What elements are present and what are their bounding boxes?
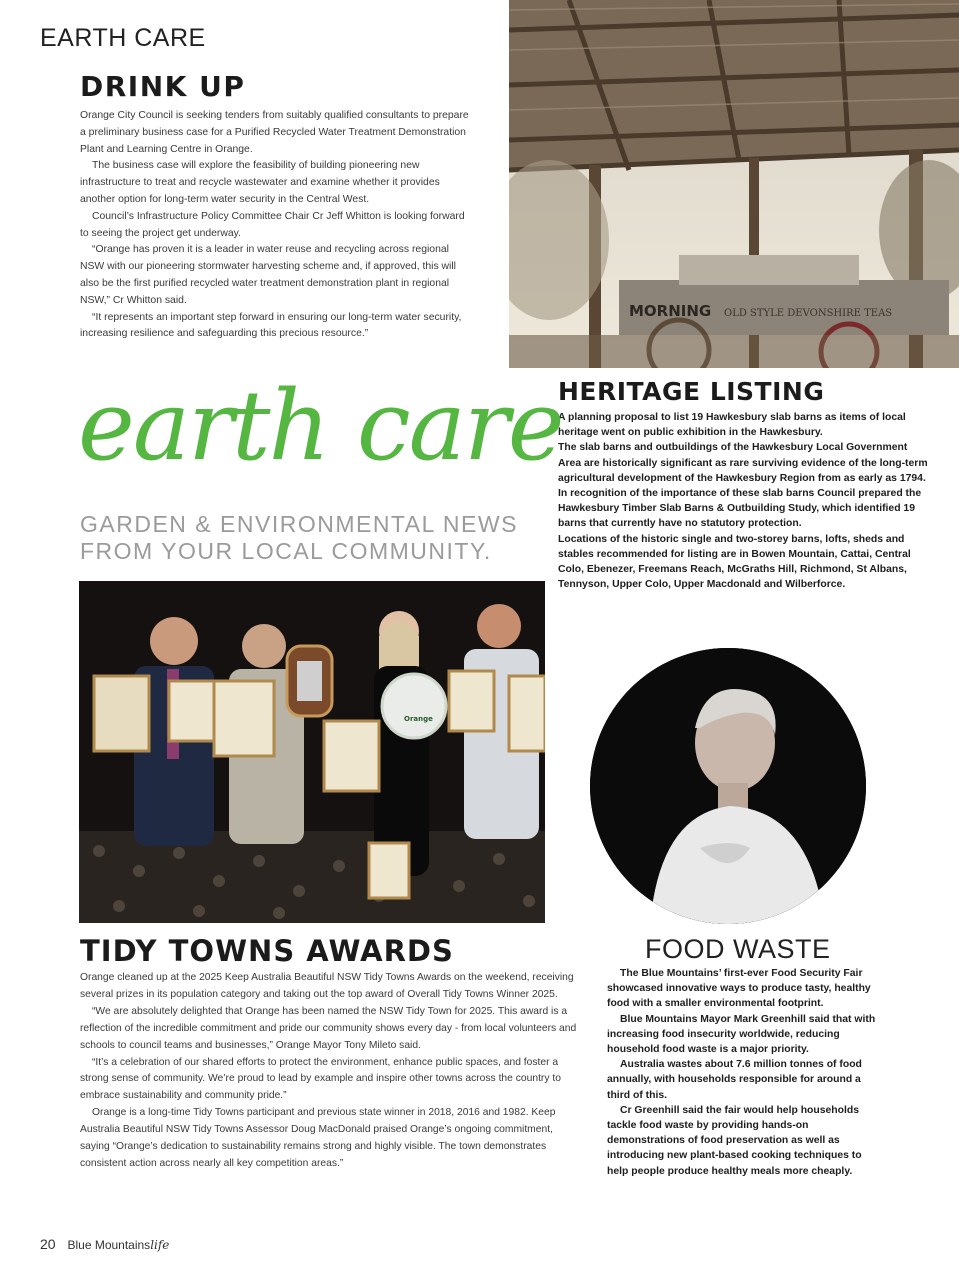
tidy-towns-body [80, 970, 580, 1173]
heritage-paragraph: In recognition of the importance of these slab barns Council prepared the Hawkesbury Timber Slab Barns & Outbuilding Study, which identified 19 barns that currently have no statutory protection. [558, 488, 922, 530]
food-waste-paragraph: Cr Greenhill said the fair would help households tackle food waste by providing hands-on demonstrations of food preservation as well as introducing new plant-based cooking techniques to help people produce healthy meals more cheaply. [607, 1104, 862, 1177]
portrait-illustration [590, 648, 866, 924]
awards-photo-illustration [79, 581, 545, 923]
page-footer [40, 1236, 169, 1252]
food-waste-portrait-photo [590, 648, 866, 924]
section-label: EARTH CARE [40, 24, 206, 52]
food-waste-paragraph: The Blue Mountains’ first-ever Food Security Fair showcased innovative ways to produce tasty, healthy food with a smaller environmental footprint. [607, 968, 871, 1010]
page-number: 20 [40, 1236, 56, 1252]
food-waste-title: FOOD WASTE [645, 934, 831, 964]
heritage-body [558, 410, 928, 592]
magazine-name-main: Blue Mountains [67, 1238, 151, 1252]
tidy-towns-paragraph: Orange cleaned up at the 2025 Keep Australia Beautiful NSW Tidy Towns Awards on the weekend, receiving several prizes in its population category and taking out the top award of Overall Tidy Towns Winner 2025. [80, 972, 574, 1000]
hero-subtitle [80, 511, 518, 565]
tidy-towns-paragraph: “It’s a celebration of our shared efforts to protect the environment, enhance public spaces, and foster a strong sense of community. We’re proud to lead by example and inspire other towns across the country to embrace sustainability and community pride.” [80, 1056, 561, 1102]
barn-photo-illustration [509, 0, 959, 368]
barn-sign-text: MORNING [629, 302, 712, 320]
drink-up-paragraph: “Orange has proven it is a leader in water reuse and recycling across regional NSW with our pioneering stormwater harvesting scheme and, if approved, this will also be the first purified recycled water treatment demonstration plant in regional NSW,” Cr Whitton said. [80, 244, 456, 306]
barn-sign-text-2: OLD STYLE DEVONSHIRE TEAS [724, 308, 893, 319]
earth-care-script-title: earth care [78, 370, 563, 482]
drink-up-paragraph: Orange City Council is seeking tenders from suitably qualified consultants to prepare a preliminary business case for a Purified Recycled Water Treatment Demonstration Plant and Learning Centre in Orange. [80, 110, 469, 155]
magazine-name [67, 1238, 169, 1252]
drink-up-paragraph: The business case will explore the feasibility of building pioneering new infrastructure to treat and recycle wastewater and examine whether it provides another option for long-term water security in the Central West. [80, 160, 440, 205]
tidy-towns-paragraph: Orange is a long-time Tidy Towns participant and previous state winner in 2018, 2016 and 1982. Keep Australia Beautiful NSW Tidy Towns Assessor Doug MacDonald praised Orange’s ongoing commitment, saying “Orange’s dedication to sustainability remains strong and highly visible. The town demonstrates consistent action across nearly all key competition areas.” [80, 1107, 556, 1169]
tidy-towns-title: TIDY TOWNS AWARDS [80, 934, 454, 968]
hero-subtitle-line-2: FROM YOUR LOCAL COMMUNITY. [80, 538, 492, 564]
tidy-towns-paragraph: “We are absolutely delighted that Orange has been named the NSW Tidy Town for 2025. This award is a reflection of the incredible commitment and pride our community shows every day - from local volunteers and schools to council teams and businesses,” Orange Mayor Tony Mileto said. [80, 1005, 577, 1051]
food-waste-body [607, 966, 877, 1179]
food-waste-paragraph: Blue Mountains Mayor Mark Greenhill said that with increasing food insecurity worldwide, reducing household food waste is a major priority. [607, 1013, 876, 1056]
food-waste-paragraph: Australia wastes about 7.6 million tonnes of food annually, with households responsible for around a third of this. [607, 1059, 862, 1101]
drink-up-paragraph: “It represents an important step forward in ensuring our long-term water security, increasing resilience and safeguarding this precious resource.” [80, 311, 462, 340]
drink-up-body [80, 108, 475, 343]
heritage-paragraph: A planning proposal to list 19 Hawkesbury slab barns as items of local heritage went on public exhibition in the Hawkesbury. [558, 412, 906, 439]
drink-up-paragraph: Council’s Infrastructure Policy Committee Chair Cr Jeff Whitton is looking forward to seeing the project get underway. [80, 210, 465, 239]
barn-photo [509, 0, 959, 368]
magazine-name-suffix: life [150, 1238, 170, 1252]
plaque-text: Orange [404, 715, 433, 723]
hero-subtitle-line-1: GARDEN & ENVIRONMENTAL NEWS [80, 511, 518, 537]
heritage-paragraph: The slab barns and outbuildings of the Hawkesbury Local Government Area are historically significant as rare surviving evidence of the long-term agricultural development of the Hawkesbury Region from as early as 1794. [558, 442, 928, 484]
heritage-title: HERITAGE LISTING [558, 377, 825, 406]
awards-photo [79, 581, 545, 923]
heritage-paragraph: Locations of the historic single and two-storey barns, lofts, sheds and stables recommended for listing are in Bowen Mountain, Cattai, Central Colo, Ebenezer, Freemans Reach, McGraths Hill, Richmond, St Albans, Tennyson, Upper Colo, Upper Macdonald and Wilberforce. [558, 533, 911, 591]
drink-up-title: DRINK UP [80, 70, 246, 103]
